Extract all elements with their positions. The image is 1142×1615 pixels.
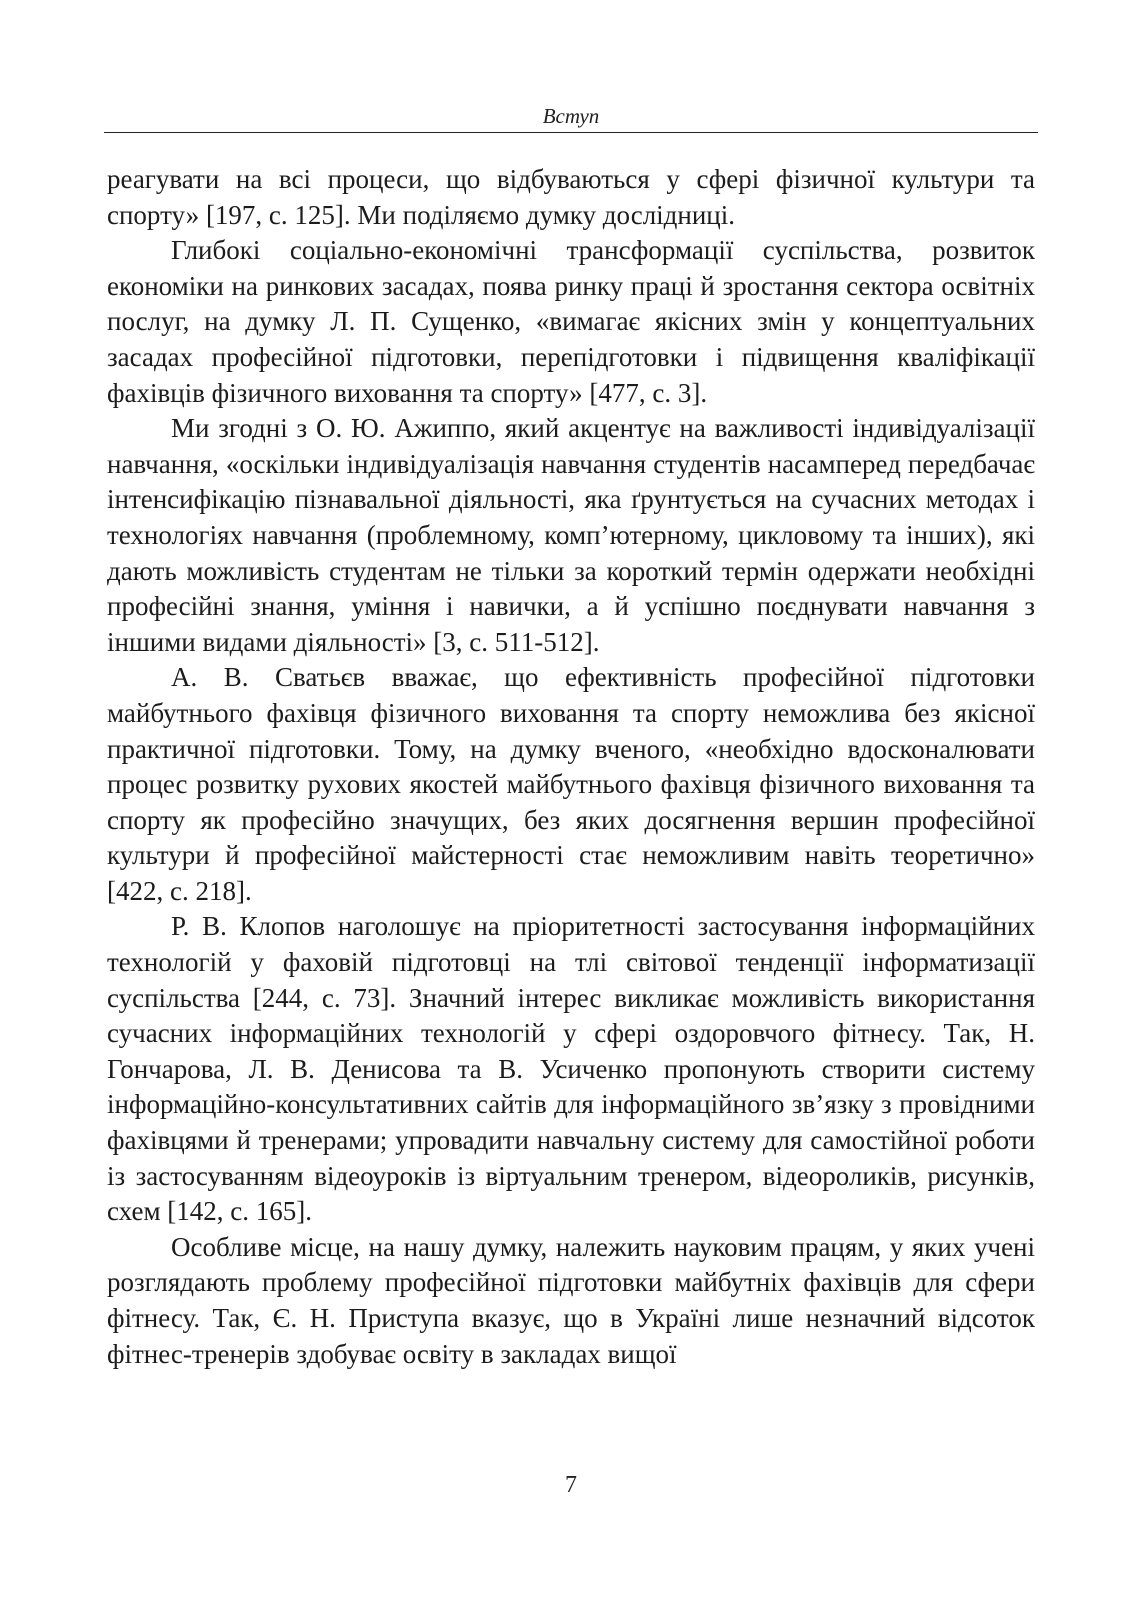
paragraph: Ми згодні з О. Ю. Ажиппо, який акцентує на важливості індивідуалізації навчання, «оскільки індивідуалізація навчання студентів насамперед передбачає інтенсифікацію пізнавальної діяльності, яка ґрунтується на сучасних методах і технологіях навчання (проблемному, комп’ютерному, цикловому та інших), які дають можливість студентам не тільки за короткий термін одержати необхідні професійні знання, уміння і навички, а й успішно поєднувати навчання з іншими видами діяльності» [3, с. 511-512]. [107,413,1035,657]
page-number: 7 [565,1472,577,1498]
header-rule [104,132,1038,133]
body-text [107,162,1035,1372]
paragraph-continued: реагувати на всі процеси, що відбуваються у сфері фізичної культури та спорту» [197, с. 125]. Ми поділяємо думку дослідниці. [107,164,1035,230]
paragraph: Р. В. Клопов наголошує на пріоритетності застосування інформаційних технологій у фаховій підготовці на тлі світової тенденції інформатизації суспільства [244, с. 73]. Значний інтерес викликає можливість використання сучасних інформаційних технологій у сфері оздоровчого фітнесу. Так, Н. Гончарова, Л. В. Денисова та В. Усиченко пропонують створити систему інформаційно-консультативних сайтів для інформаційного зв’язку з провідними фахівцями й тренерами; упровадити навчальну систему для самостійної роботи із застосуванням відеоуроків із віртуальним тренером, відеороликів, рисунків, схем [142, с. 165]. [107,911,1035,1227]
paragraph: Особливе місце, на нашу думку, належить науковим працям, у яких учені розглядають проблему професійної підготовки майбутніх фахівців для сфери фітнесу. Так, Є. Н. Приступа вказує, що в Україні лише незначний відсоток фітнес-тренерів здобуває освіту в закладах вищої [107,1231,1035,1369]
running-head-title: Вступ [542,104,600,128]
paragraph: Глибокі соціально-економічні трансформації суспільства, розвиток економіки на ринкових засадах, поява ринку праці й зростання сектора освітніх послуг, на думку Л. П. Сущенко, «вимагає якісних змін у концептуальних засадах професійної підготовки, перепідготовки і підвищення кваліфікації фахівців фізичного виховання та спорту» [477, с. 3]. [107,235,1035,408]
paragraph: А. В. Сватьєв вважає, що ефективність професійної підготовки майбутнього фахівця фізичного виховання та спорту неможлива без якісної практичної підготовки. Тому, на думку вченого, «необхідно вдосконалювати процес розвитку рухових якостей майбутнього фахівця фізичного виховання та спорту як професійно значущих, без яких досягнення вершин професійної культури й професійної майстерності стає неможливим навіть теоретично» [422, с. 218]. [107,662,1035,906]
